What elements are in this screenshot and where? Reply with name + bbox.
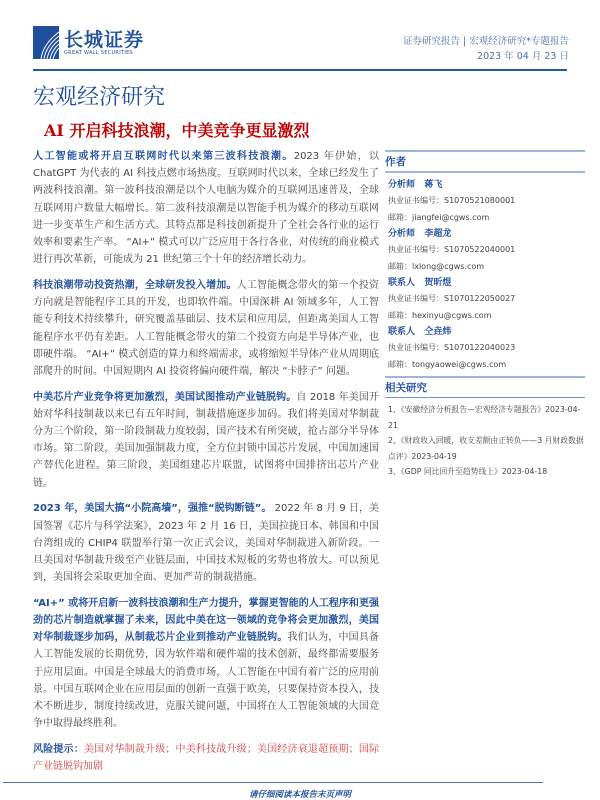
author-entry [385,177,585,226]
author-cert: 执业证书编号：S1070122040023 [388,343,516,352]
paragraph-body: 我们认为，中国具备人工智能发展的长期优势，因为软件端和硬件端的技术创新，最终都需要服务于应用层面。中国是全球最大的消费市场，人工智能在中国有着广泛的应用前景。中国互联网企业在应用层面的创新一直强于欧美，只要保持资本投入，技术不断进步，制度持续改进，克服关键问题，中国将在人工智能领域的大国竞争中取得最终胜利。 [33,632,380,730]
author-email[interactable]: 邮箱：jiangfei@cgws.com [388,212,490,222]
paragraph-lead: 中美芯片产业竞争将更加激烈，美国试图推动产业链脱钩。 [33,391,297,403]
paragraph [33,277,379,380]
logo-text-cn: 长城证券 [64,28,145,51]
footer-divider [3,782,543,783]
risk-warning [33,741,379,775]
paragraph-lead: 人工智能或将开启互联网时代以来第三波科技浪潮。 [33,151,294,162]
author-cert: 执业证书编号：S1070521080001 [388,196,516,205]
paragraph [33,148,379,268]
logo-icon [33,26,59,59]
paragraph [33,595,379,733]
main-body [33,148,379,784]
paragraph-lead: 2023 年，美国大搞“小院高墙”，强推“脱钩断链”。 [33,503,272,515]
footer-disclaimer: 请仔细阅读本报告末页声明 [248,790,351,800]
related-report-link[interactable]: 3、《GDP 同比回升至趋势线上》2023-04-18 [388,467,548,476]
paragraph [33,389,379,492]
author-role: 分析师 [388,229,416,239]
company-logo [33,26,144,59]
author-name: 贺昕煜 [424,278,452,288]
logo-text-en: GREAT WALL SECURITIES [64,49,134,56]
paragraph-lead: 科技浪潮带动投资热潮，全球研发投入增加。 [33,279,237,291]
risk-label: 风险提示： [33,744,84,755]
paragraph-body: 人工智能概念带火的第一个投资方向就是智能程序工具的开发，也即软件端。中国深耕 AI 领域多年，人工智能专利技术持续攀升，研究覆盖基础层、技术层和应用层，但距离美国人工智能程序水平仍有差距。人工智能概念带火的第二个投资方向是半导体产业，也即硬件端。 “AI+” 模式创造的算力和终端需求，或将缩短半导体产业从周期底部爬升的时间。中国短期内 AI 投资将偏向硬件端，解决 “卡脖子” 问题。 [33,279,380,377]
author-email[interactable]: 邮箱：lxlong@cgws.com [388,261,485,271]
paragraph-body: 2022 年 8 月 9 日，美国签署《芯片与科学法案》，2023 年 2 月 16 日，美国拉拢日本、韩国和中国台湾组成的 CHIP4 联盟举行第一次正式会议，美国对华制裁进入新阶段。一旦美国对华制裁升级至产业链层面，中国技术短板的劣势也将放大。可以预见到，美国将会采取更加全面、更加严苛的制裁措施。 [33,503,379,584]
author-role: 联系人 [388,327,416,337]
related-report-link[interactable]: 2、《财政收入回暖，收支差额由正转负——3 月财政数据点评》2023-04-19 [388,436,584,461]
report-date: 2023 年 04 月 23 日 [477,51,569,62]
paragraph-body: 自 2018 年美国开始对华科技制裁以来已有五年时间，制裁措施逐步加码。我们将美国对华制裁分为三个阶段，第一阶段制裁力度较弱，国产技术有所突破，抢占部分半导体市场。第二阶段，美国加强制裁力度，全方位封锁中国芯片发展，中国加速国产替代化进程。第三阶段，美国组建芯片联盟，试图将中国排挤出芯片产业链。 [33,391,379,489]
author-cert: 执业证书编号：S1070122050027 [388,294,516,303]
report-subtitle: AI 开启科技浪潮，中美竞争更显激烈 [44,121,310,140]
paragraph-lead: “AI+” 或将开启新一波科技浪潮和生产力提升，掌握更智能的人工程序和更强劲的芯片制造就掌握了未来，因此中美在这一领域的竞争将会更加激烈，美国对华制裁逐步加码，从制裁芯片企业到推动产业链脱钩。 [33,597,379,644]
author-name: 蒋飞 [424,180,443,190]
author-cert: 执业证书编号：S1070522040001 [388,245,516,254]
author-entry [385,226,585,275]
author-role: 分析师 [388,180,416,190]
author-email[interactable]: 邮箱：tongyaowei@cgws.com [388,359,507,369]
header-divider [33,69,567,71]
author-entry [385,324,585,373]
related-heading: 相关研究 [385,376,585,398]
authors-heading: 作者 [385,150,585,173]
author-role: 联系人 [388,278,416,288]
paragraph [33,500,379,586]
page-title: 宏观经济研究 [33,85,166,110]
sidebar [385,150,585,480]
author-email[interactable]: 邮箱：hexinyu@cgws.com [388,310,492,320]
risk-text: 美国对华制裁升级；中美科技战升级；美国经济衰退超预期；国际产业链脱钩加剧 [33,744,380,773]
author-name: 仝垚炜 [424,327,452,337]
report-type: 证券研究报告 | 宏观经济研究*专题报告 [403,36,569,47]
paragraph-body: 2023 年伊始，以 ChatGPT 为代表的 AI 科技点燃市场热度。互联网时代以来，全球已经发生了两波科技浪潮。第一波科技浪潮是以个人电脑为媒介的互联网迅速普及，全球互联网用户数量大幅增长。第二波科技浪潮是以智能手机为媒介的移动互联网进一步变革生产和生活方式。其特点都是科技创新提升了全社会各行业的运行效率和要素生产率。 “AI+” 模式可以广泛应用于各行各业，对传统的商业模式进行再次革新，可能成为 21 世纪第三个十年的经济增长动力。 [33,151,380,266]
related-report-link[interactable]: 1、《安徽经济分析报告—宏观经济专题报告》2023-04-21 [388,405,581,430]
author-name: 李超龙 [424,229,452,239]
author-entry [385,275,585,324]
